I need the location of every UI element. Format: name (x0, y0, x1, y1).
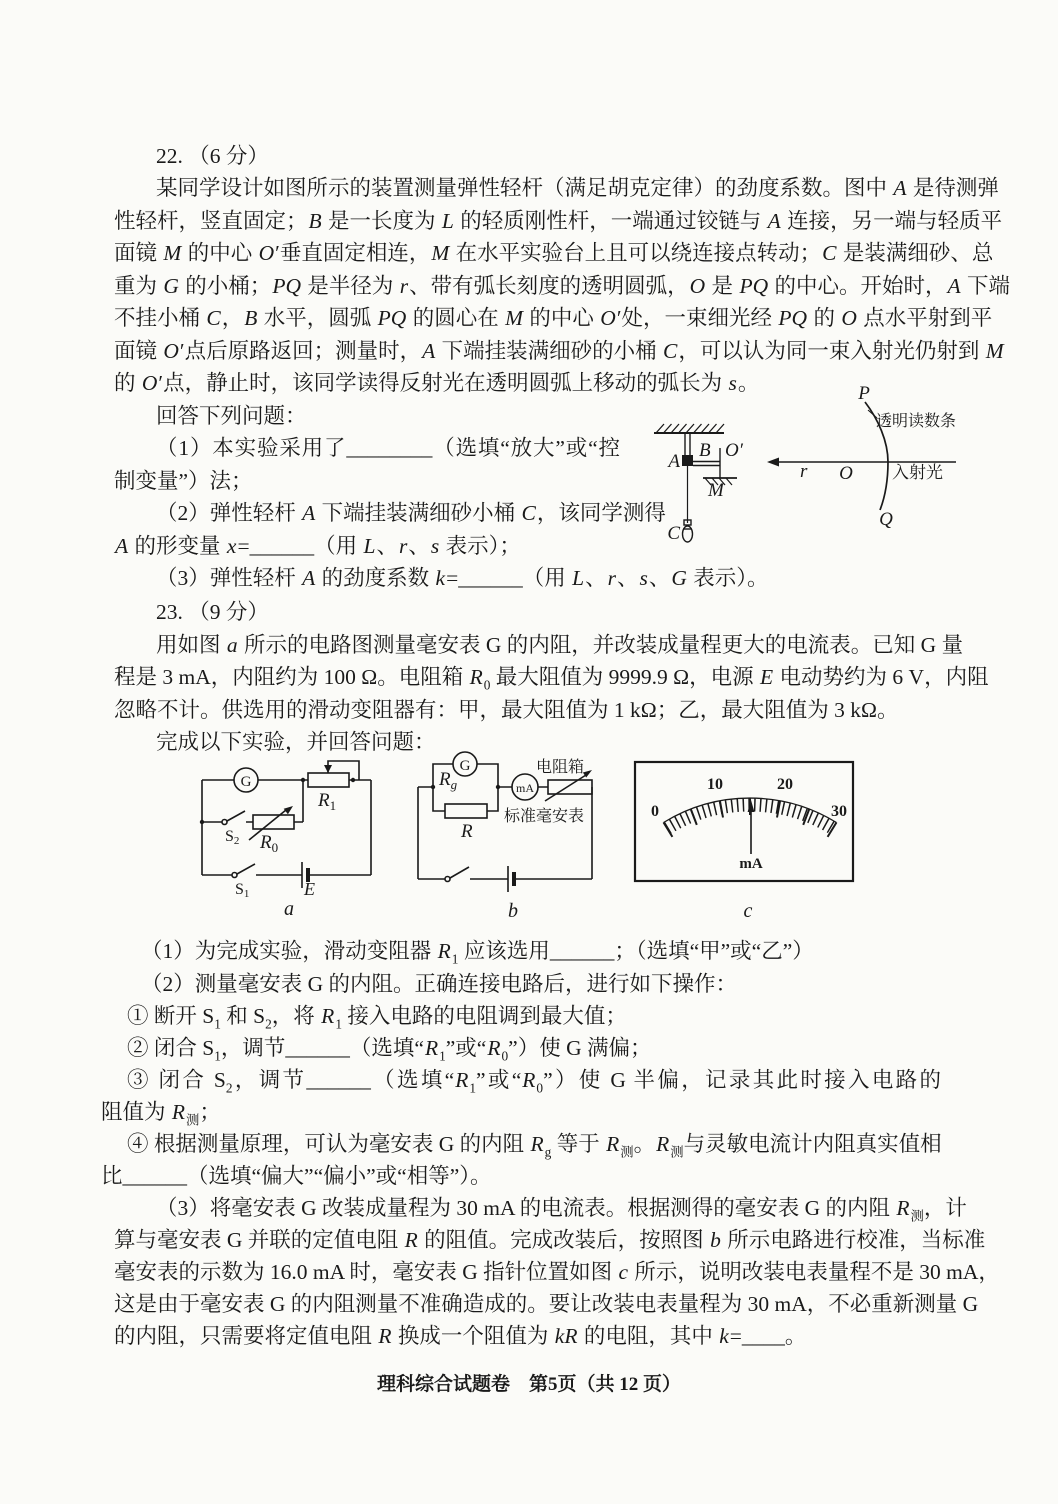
label-Rg: $R_g$ (439, 769, 458, 792)
q23-para-line-2: 程是 3 mA，内阻约为 100 Ω。电阻箱 $R_0$ 最大阻值为 9999.9 Ω，电源 E 电动势约为 6 V，内阻 (114, 665, 989, 693)
q23-item-3-line-5: 的内阻，只需要将定值电阻 R 换成一个阻值为 kR 的电阻，其中 k=____。 (114, 1324, 807, 1348)
node-dot (351, 778, 355, 782)
label-O: O (839, 463, 853, 484)
q23-step-4-line-2: 比______（选填“偏大”“偏小”或“相等”）。 (101, 1164, 492, 1188)
circuit-a-figure (196, 748, 382, 920)
q22-sub1-line-2: 制变量”）法； (114, 469, 253, 493)
label-standard-milliammeter: 标准毫安表 (504, 808, 585, 825)
q23-item-3-line-3: 毫安表的示数为 16.0 mA 时，毫安表 G 指针位置如图 c 所示，说明改装电表量程不是 30 mA， (114, 1260, 1000, 1284)
q23-item-1: （1）为完成实验，滑动变阻器 $R_1$ 应该选用______；（选填“甲”或“乙”） (141, 939, 814, 967)
node-dot (200, 820, 204, 824)
ceiling-hatch (654, 424, 724, 433)
label-transparent-strip: 透明读数条 (876, 413, 957, 430)
caption-a: a (284, 898, 294, 920)
q23-step-1: ① 断开 $S_1$ 和 $S_2$，将 $R_1$ 接入电路的电阻调到最大值； (127, 1004, 627, 1032)
q22-prompt: 回答下列问题： (156, 404, 307, 428)
q23-item-3-line-2: 算与毫安表 G 并联的定值电阻 R 的阻值。完成改装后，按照图 b 所示电路进行校准，当标准 (114, 1228, 986, 1252)
rheostat-R1 (308, 761, 359, 787)
label-r: r (800, 461, 808, 482)
label-O-prime: O′ (725, 440, 743, 461)
label-E: E (304, 879, 315, 899)
label-P: P (858, 386, 870, 404)
label-M: M (708, 480, 724, 501)
label-resistance-box: 电阻箱 (536, 759, 585, 776)
label-S1: S1 (235, 881, 250, 900)
label-C: C (667, 523, 680, 544)
tick-label-20: 20 (777, 776, 793, 793)
q22-para-line-4: 重为 G 的小桶；PQ 是半径为 r、带有弧长刻度的透明圆弧，O 是 PQ 的中心。开始时，A 下端 (114, 274, 1011, 298)
label-B: B (699, 440, 711, 461)
label-Q: Q (879, 509, 893, 530)
label-R1: $R_1$ (318, 790, 337, 813)
label-incident-light: 入射光 (892, 463, 943, 482)
tick-label-10: 10 (707, 776, 723, 793)
q23-item-2: （2）测量毫安表 G 的内阻。正确连接电路后，进行如下操作： (141, 972, 738, 996)
node-dot (301, 778, 305, 782)
node-dot (431, 785, 435, 789)
battery (508, 866, 514, 892)
hinge-joint (682, 455, 693, 466)
q23-item-3-line-1: （3）将毫安表 G 改装成量程为 30 mA 的电流表。根据测得的毫安表 G 的内阻 $R_测$，计 (156, 1196, 967, 1224)
circuit-b-figure (408, 744, 618, 924)
label-A: A (668, 451, 680, 472)
q23-header: 23. （9 分） (156, 600, 269, 624)
q22-para-line-7: 的 O′点，静止时，该同学读得反射光在透明圆弧上移动的弧长为 s。 (114, 371, 760, 395)
meter-c-figure (618, 744, 868, 924)
meter-unit: mA (739, 856, 763, 872)
tick-label-0: 0 (651, 803, 659, 820)
switch (445, 867, 469, 882)
sand-bucket (683, 520, 693, 542)
label-mA: mA (516, 781, 534, 795)
tick-label-30: 30 (831, 803, 847, 820)
label-G: G (459, 758, 471, 774)
caption-c: c (743, 900, 753, 922)
node-dot (496, 785, 500, 789)
q23-step-2: ② 闭合 $S_1$，调节______（选填“$R_1$”或“$R_0$”）使 G 满偏； (127, 1036, 652, 1064)
q22-para-line-3: 面镜 M 的中心 O′垂直固定相连，M 在水平实验台上且可以绕连接点转动；C 是装满细砂、总 (114, 241, 994, 265)
q23-para-line-1: 用如图 a 所示的电路图测量毫安表 G 的内阻，并改装成量程更大的电流表。已知 G 量 (156, 633, 964, 657)
q22-sub3-line: （3）弹性轻杆 A 的劲度系数 k=______（用 L、r、s、G 表示）。 (156, 566, 769, 590)
label-R: R (461, 821, 473, 842)
switch-S1 (232, 864, 255, 878)
page-footer: 理科综合试题卷 第5页（共 12 页） (376, 1374, 681, 1395)
q22-header: 22. （6 分） (156, 144, 269, 168)
q23-step-4-line-1: ④ 根据测量原理，可认为毫安表 G 的内阻 $R_g$ 等于 $R_测$。$R_测$与灵敏电流计内阻真实值相 (127, 1132, 942, 1160)
q22-sub2-line-2: A 的形变量 x=______（用 L、r、s 表示）； (115, 534, 521, 558)
label-S2: S2 (225, 828, 240, 847)
q23-prompt: 完成以下实验，并回答问题： (156, 730, 436, 754)
q23-step-3-line-1: ③ 闭合 $S_2$，调节______（选填“$R_1$”或“$R_0$”）使 G 半偏，记录其此时接入电路的 (127, 1068, 942, 1096)
caption-b: b (508, 900, 518, 922)
q23-step-3-line-2: 阻值为 $R_测$； (101, 1100, 221, 1128)
q22-para-line-6: 面镜 O′点后原路返回；测量时，A 下端挂装满细砂的小桶 C，可以认为同一束入射光仍射到 M (114, 339, 1004, 363)
rod-A (685, 433, 690, 457)
label-R0: $R_0$ (260, 832, 279, 855)
shunt-resistor-R (445, 804, 487, 818)
q22-para-line-1: 某同学设计如图所示的装置测量弹性轻杆（满足胡克定律）的劲度系数。图中 A 是待测弹 (156, 176, 999, 200)
switch-S2 (222, 811, 245, 825)
label-G: G (240, 774, 252, 790)
q22-para-line-5: 不挂小桶 C，B 水平，圆弧 PQ 的圆心在 M 的中心 O′处，一束细光经 PQ 的 O 点水平射到平 (114, 306, 993, 330)
q22-sub1-line-1: （1）本实验采用了________（选填“放大”或“控 (156, 436, 620, 460)
q23-item-3-line-4: 这是由于毫安表 G 的内阻测量不准确造成的。要让改装电表量程为 30 mA，不必重新测量 G (114, 1292, 979, 1316)
q22-para-line-2: 性轻杆，竖直固定；B 是一长度为 L 的轻质刚性杆，一端通过铰链与 A 连接，另一端与轻质平 (114, 209, 1003, 233)
q23-para-line-3: 忽略不计。供选用的滑动变阻器有：甲，最大阻值为 1 kΩ；乙，最大阻值为 3 kΩ。 (114, 698, 899, 722)
q22-sub2-line-1: （2）弹性轻杆 A 下端挂装满细砂小桶 C，该同学测得 (156, 501, 666, 525)
q22-apparatus-figure (636, 386, 960, 554)
